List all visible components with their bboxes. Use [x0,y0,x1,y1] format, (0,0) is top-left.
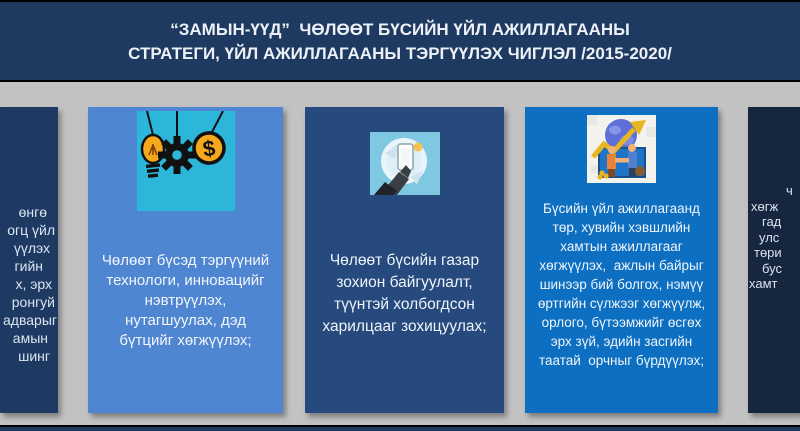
text-line: хамтын ажиллагааг [560,239,683,254]
text-line: үүлэх [13,240,50,256]
strategy-panel-4-partnership [525,107,718,413]
text-line: хөгжүүлэх, ажлын байрыг [539,258,704,273]
panel-text [305,250,504,338]
text-line: харилцааг зохицуулах; [322,318,487,335]
text-line: төри [754,245,782,260]
text-line: адварыг [3,312,57,328]
strategy-panel-2-innovation [88,107,283,413]
panel-text-fragments [0,203,58,365]
text-line: Бүсийн үйл ажиллагаанд [543,201,700,216]
text-line: Чөлөөт бүсийн газар [329,252,480,269]
strategy-panel-3-land-management [305,107,504,413]
text-line: улс [759,229,780,245]
text-line: өнгө [18,204,47,220]
text-line: ч [786,183,793,198]
text-line: хамт [749,276,778,291]
slide-title-line-2: СТРАТЕГИ, ҮЙЛ АЖИЛЛАГААНЫ ТЭРГҮҮЛЭХ ЧИГЛЭЛ /2015-2020/ [128,43,672,63]
text-line: Чөлөөт бүсэд тэргүүний [101,252,270,269]
text-line: орлого, бүтээмжийг өсгөх [541,315,702,330]
globe-phone-hand-icon [370,132,440,195]
text-line: өртгийн сүлжээг хөгжүүлж, [537,296,706,311]
text-line: шинг [18,348,50,364]
panel-text-fragments [748,183,800,292]
text-line: огц үйл [7,222,55,238]
text-line: нэвтрүүлэх, [144,292,227,309]
innovation-lightbulb-gear-dollar-icon [137,111,235,211]
text-line: амын [12,330,48,346]
text-line: эрх зүй, эдийн засгийн [550,334,693,349]
slide-title-banner [0,0,800,82]
text-line: таатай орчныг бүрдүүлэх; [538,353,705,368]
text-line: түүнтэй холбогдсон [334,296,475,313]
panel-text [525,199,718,370]
text-line: хөгж [751,198,779,214]
text-line: бус [762,260,783,276]
bottom-edge-strip [0,425,800,431]
text-line: зохион байгуулалт, [336,274,473,291]
slide-title-line-1: “ЗАМЫН-ҮҮД” ЧӨЛӨӨТ БҮСИЙН ҮЙЛ АЖИЛЛАГААНЫ [170,19,630,39]
text-line: нутагшуулах, дэд [125,312,246,329]
strategy-panel-1-clipped-left [0,107,58,413]
text-line: гийн [14,258,43,274]
svg-text:$: $ [200,135,217,162]
text-line: технологи, инновацийг [106,272,265,289]
partnership-handshake-growth-icon [587,115,656,183]
panel-text [88,251,283,351]
strategy-panel-5-clipped-right [748,107,800,413]
text-line: х, эрх [15,276,52,292]
text-line: гад [762,214,782,229]
text-line: ронгуй [11,294,55,310]
text-line: бүтцийг хөгжүүлэх; [119,332,252,349]
text-line: шинээр бий болгох, нэмүү [539,277,704,292]
text-line: төр, хувийн хэвшлийн [552,220,691,235]
